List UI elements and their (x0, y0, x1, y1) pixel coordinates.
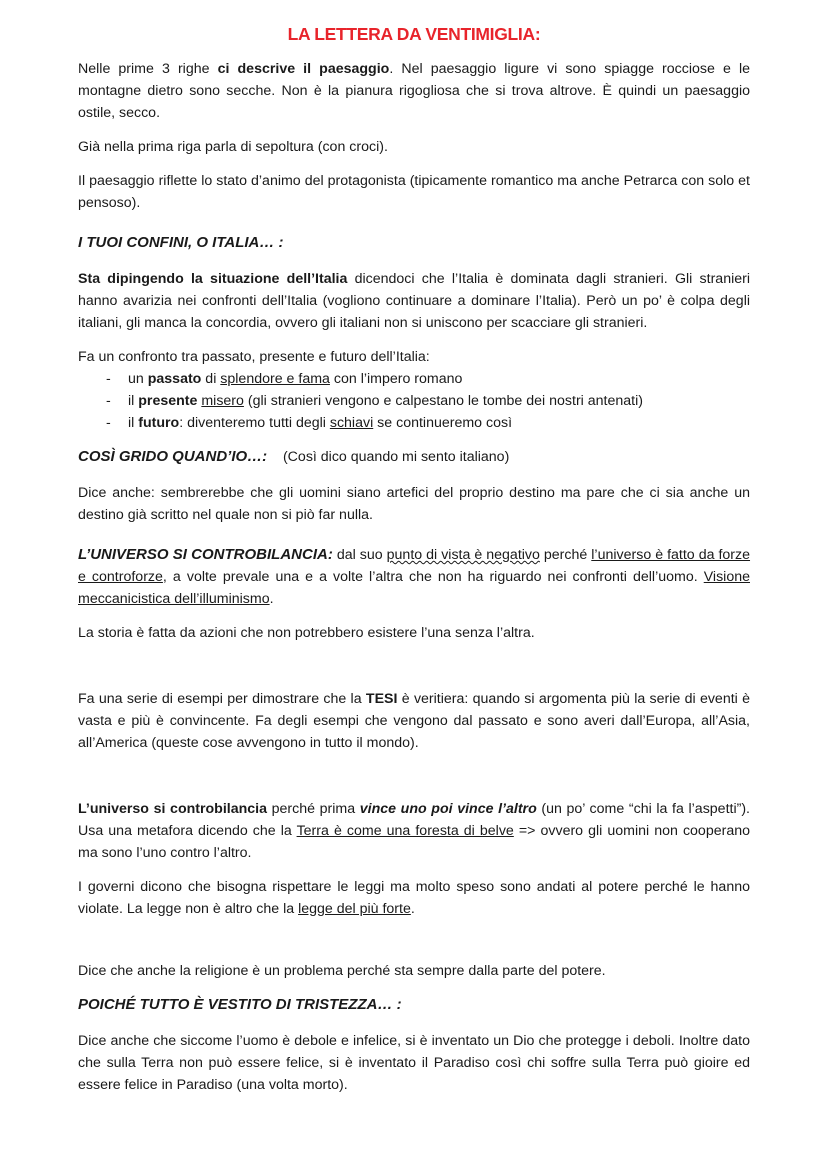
bold-text: ci descrive il paesaggio (217, 61, 390, 77)
heading-text: COSÌ GRIDO QUAND’IO…: (78, 448, 268, 465)
section-heading-tristezza: POICHÉ TUTTO È VESTITO DI TRISTEZZA… : (78, 996, 402, 1013)
paragraph-universe: L’UNIVERSO SI CONTROBILANCIA: dal suo punto di vista è negativo perché l’universo è fatto da forze e controforze, a volte prevale una e a volte l’altra che non ha riguardo nei confronti dell’uomo. Visione meccanicistica dell’illuminismo. (78, 546, 751, 607)
bold-text: Sta dipingendo la situazione dell’Italia (78, 271, 348, 287)
section-heading-confini: I TUOI CONFINI, O ITALIA… : (78, 234, 284, 251)
text: Nelle prime 3 righe (78, 61, 218, 77)
paragraph-god-paradise: Dice anche che siccome l’uomo è debole e infelice, si è inventato un Dio che protegge i deboli. Inoltre dato che sulla Terra non può essere felice, si è inventato il Paradiso così chi soffre sulla Terra può gioire ed essere felice in Paradiso (una volta morto). (78, 1033, 750, 1093)
paragraph-governments: I governi dicono che bisogna rispettare le leggi ma molto speso sono andati al potere perché le hanno violate. La legge non è altro che la legge del più forte. (78, 879, 750, 917)
paragraph-burial: Già nella prima riga parla di sepoltura (con croci). (78, 139, 388, 155)
paragraph-history: La storia è fatta da azioni che non potrebbero esistere l’una senza l’altra. (78, 625, 535, 641)
paragraph-landscape (78, 58, 750, 124)
section-heading-grido (78, 446, 750, 468)
paragraph-italy-situation (78, 268, 750, 334)
paragraph-mood: Il paesaggio riflette lo stato d’animo del protagonista (tipicamente romantico ma anche Petrarca con solo et pensoso). (78, 173, 750, 211)
text: . Nel paesaggio ligure vi sono spiagge rocciose e le montagne dietro sono secche. Non è la pianura rigogliosa che si trova altrove. È quindi un paesaggio ostile, secco. (78, 61, 750, 121)
paragraph-destiny: Dice anche: sembrerebbe che gli uomini siano artefici del proprio destino ma pare che ci sia anche un destino già scritto nel quale non si piò far nulla. (78, 485, 750, 523)
heading-note: (Così dico quando mi sento italiano) (282, 449, 510, 465)
paragraph-thesis: Fa una serie di esempi per dimostrare che la TESI è veritiera: quando si argomenta più la serie di eventi è vasta e più è convincente. Fa degli esempi che vengono dal passato e sono averi dall’Europa, all’Asia, all’America (queste cose avvengono in tutto il mondo). (78, 691, 750, 751)
paragraph-religion: Dice che anche la religione è un problema perché sta sempre dalla parte del potere. (78, 963, 606, 979)
heading-text: L’UNIVERSO SI CONTROBILANCIA: (78, 546, 333, 563)
list-item-present: - il presente misero (gli stranieri vengono e calpestano le tombe dei nostri antenati) (106, 390, 750, 412)
text: dicendoci che l’Italia è dominata dagli stranieri. Gli stranieri hanno avarizia nei confronti dell’Italia (vogliono continuare a dominare l’Italia). Però un po’ è colpa degli italiani, gli manca la concordia, ovvero gli italiani non si uniscono per scacciare gli stranieri. (78, 271, 751, 331)
comparison-list (78, 368, 750, 434)
list-item-future: - il futuro: diventeremo tutti degli schiavi se continueremo così (106, 412, 750, 434)
paragraph-counterbalance: L’universo si controbilancia perché prima vince uno poi vince l’altro (un po’ come “chi la fa l’aspetti”). Usa una metafora dicendo che la Terra è come una foresta di belve => ovvero gli uomini non cooperano ma sono l’uno contro l’altro. (78, 801, 750, 861)
document-title: LA LETTERA DA VENTIMIGLIA: (287, 24, 541, 44)
paragraph-comparison: Fa un confronto tra passato, presente e futuro dell’Italia: (78, 349, 430, 365)
list-item-past: - un passato di splendore e fama con l’impero romano (106, 368, 750, 390)
